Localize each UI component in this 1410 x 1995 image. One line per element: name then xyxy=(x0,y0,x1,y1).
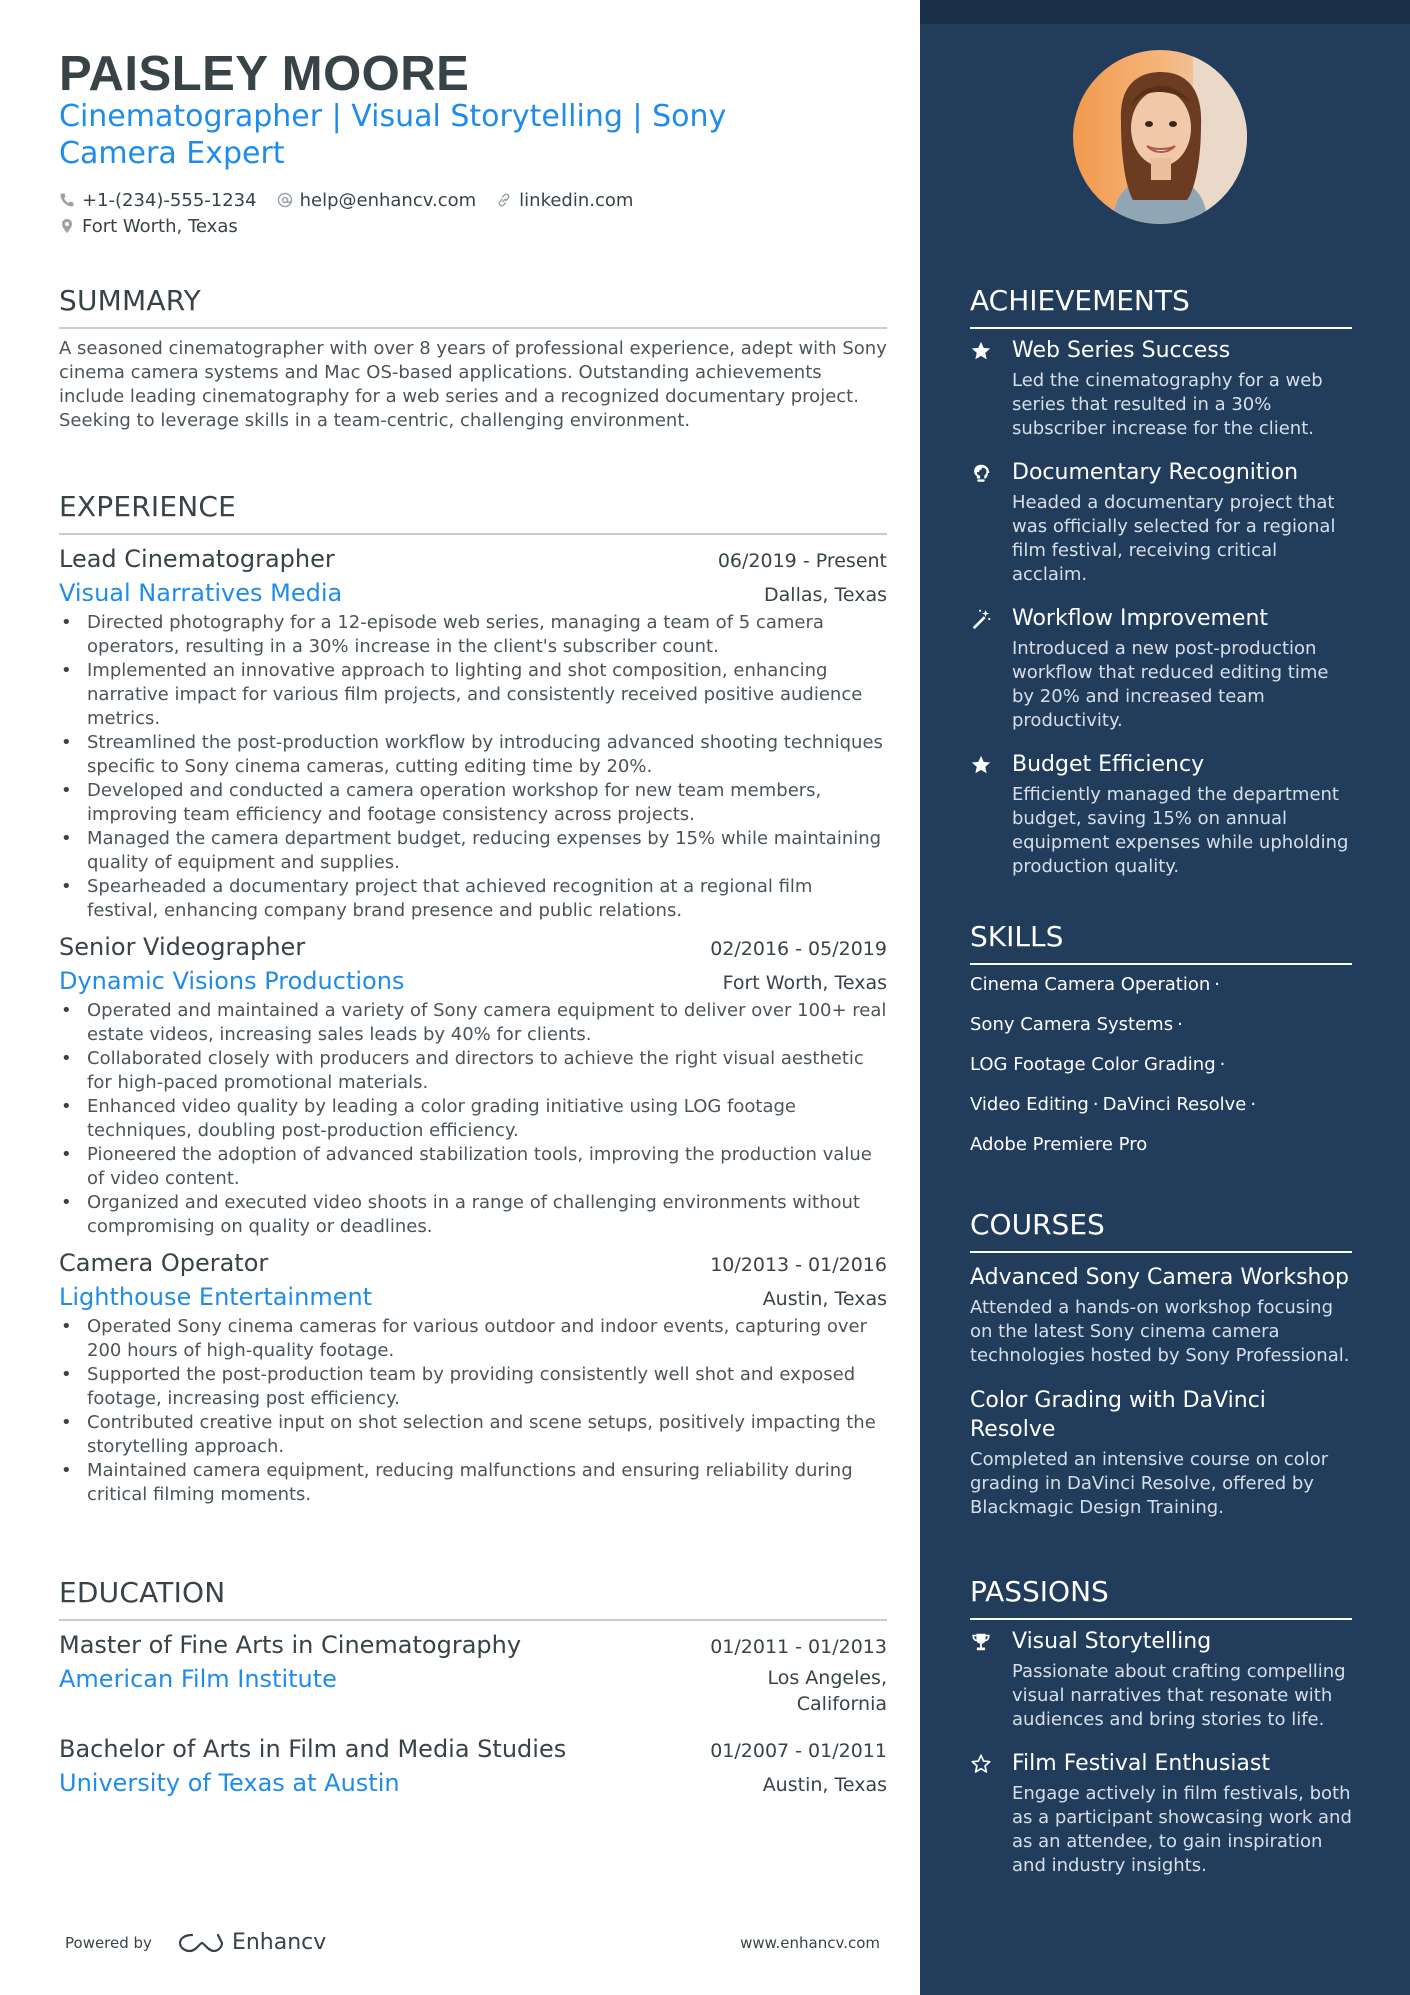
degree-title: Bachelor of Arts in Film and Media Studies xyxy=(59,1735,567,1763)
bullet-item: • Maintained camera equipment, reducing malfunctions and ensuring reliability during critical filming moments. xyxy=(59,1459,887,1507)
sidebar-top-band xyxy=(920,0,1410,24)
job-dates: 06/2019 - Present xyxy=(717,550,887,572)
location-pin-icon xyxy=(59,218,75,234)
achievement-desc: Led the cinematography for a web series that resulted in a 30% subscriber increase for the client. xyxy=(1012,370,1323,439)
course-item xyxy=(970,1386,1352,1520)
email-contact[interactable] xyxy=(277,190,477,211)
bullet-item: • Enhanced video quality by leading a color grading initiative using LOG footage techniques, doubling post-production efficiency. xyxy=(59,1095,887,1143)
passion-item xyxy=(970,1628,1352,1732)
education-location-line2: California xyxy=(796,1693,887,1715)
experience-section xyxy=(59,490,887,1507)
skills-title: SKILLS xyxy=(970,920,1352,965)
profile-photo-image xyxy=(1073,50,1247,224)
job-entry xyxy=(59,545,887,923)
passions-section xyxy=(970,1575,1352,1878)
education-title: EDUCATION xyxy=(59,1576,887,1621)
passion-desc: Engage actively in film festivals, both as a participant showcasing work and as an attendee, to gain inspiration and industry insights. xyxy=(1012,1783,1352,1876)
summary-text: A seasoned cinematographer with over 8 years of professional experience, adept with Sony cinema camera systems and Mac OS-based applications. Outstanding achievements include leading cinematography for a web series and a recognized documentary project. Seeking to leverage skills in a team-centric, challenging environment. xyxy=(59,338,887,431)
bullet-item: • Organized and executed video shoots in a range of challenging environments without compromising on quality or deadlines. xyxy=(59,1191,887,1239)
achievement-title: Documentary Recognition xyxy=(1012,460,1299,485)
education-location-line1: Los Angeles, xyxy=(767,1667,887,1689)
course-desc: Completed an intensive course on color grading in DaVinci Resolve, offered by Blackmagic Design Training. xyxy=(970,1449,1329,1518)
courses-title: COURSES xyxy=(970,1208,1352,1253)
passion-title: Film Festival Enthusiast xyxy=(1012,1751,1270,1776)
job-title: Camera Operator xyxy=(59,1249,269,1277)
powered-by-label: Powered by xyxy=(65,1933,152,1952)
job-bullets xyxy=(59,999,887,1239)
candidate-name: PAISLEY MOORE xyxy=(59,47,470,101)
headline: Cinematographer | Visual Storytelling | Sony Camera Expert xyxy=(59,99,727,171)
job-title: Lead Cinematographer xyxy=(59,545,335,573)
powered-by xyxy=(65,1930,326,1955)
skill-item: Video Editing xyxy=(970,1094,1089,1115)
bullet-item: • Streamlined the post-production workflow by introducing advanced shooting techniques specific to Sony cinema cameras, cutting editing time by 20%. xyxy=(59,731,887,779)
company-name[interactable]: Visual Narratives Media xyxy=(59,579,343,607)
summary-section xyxy=(59,284,887,433)
education-dates: 01/2007 - 01/2011 xyxy=(710,1740,887,1762)
passion-desc: Passionate about crafting compelling visual narratives that resonate with audiences and bring stories to life. xyxy=(1012,1661,1346,1730)
school-name[interactable]: University of Texas at Austin xyxy=(59,1769,400,1797)
company-name[interactable]: Lighthouse Entertainment xyxy=(59,1283,373,1311)
achievement-title: Budget Efficiency xyxy=(1012,752,1205,777)
achievements-section xyxy=(970,284,1352,879)
achievement-title: Workflow Improvement xyxy=(1012,606,1269,631)
location-text: Fort Worth, Texas xyxy=(82,215,238,237)
star-outline-icon xyxy=(970,1753,992,1775)
job-entry xyxy=(59,1249,887,1507)
skills-list: Cinema Camera Operation · Sony Camera Systems · LOG Footage Color Grading · Video Editing · DaVinci Resolve · Adobe Premiere Pro xyxy=(970,974,1257,1155)
job-dates: 02/2016 - 05/2019 xyxy=(710,938,887,960)
bullet-item: • Operated Sony cinema cameras for various outdoor and indoor events, capturing over 200 hours of high-quality footage. xyxy=(59,1315,887,1363)
passion-item xyxy=(970,1750,1352,1878)
achievement-item xyxy=(970,605,1352,733)
trophy-icon xyxy=(970,1631,992,1653)
courses-section xyxy=(970,1208,1352,1520)
skill-item: LOG Footage Color Grading xyxy=(970,1054,1216,1075)
job-title: Senior Videographer xyxy=(59,933,306,961)
contact-info xyxy=(59,187,879,239)
skill-item: DaVinci Resolve xyxy=(1102,1094,1247,1115)
bullet-item: • Managed the camera department budget, reducing expenses by 15% while maintaining quality of equipment and supplies. xyxy=(59,827,887,875)
achievement-item xyxy=(970,751,1352,879)
company-name[interactable]: Dynamic Visions Productions xyxy=(59,967,405,995)
course-desc: Attended a hands-on workshop focusing on the latest Sony cinema camera technologies hosted by Sony Professional. xyxy=(970,1297,1350,1366)
bulb-icon xyxy=(970,462,992,484)
achievements-title: ACHIEVEMENTS xyxy=(970,284,1352,329)
course-item xyxy=(970,1263,1352,1368)
skill-item: Sony Camera Systems xyxy=(970,1014,1174,1035)
education-location xyxy=(767,1665,887,1717)
job-location: Austin, Texas xyxy=(762,1288,887,1310)
bullet-item: • Directed photography for a 12-episode web series, managing a team of 5 camera operators, resulting in a 30% increase in the client's subscriber count. xyxy=(59,611,887,659)
achievement-desc: Headed a documentary project that was officially selected for a regional film festival, receiving critical acclaim. xyxy=(1012,492,1336,585)
achievement-item xyxy=(970,459,1352,587)
job-dates: 10/2013 - 01/2016 xyxy=(710,1254,887,1276)
link-icon xyxy=(496,192,512,208)
bullet-item: • Collaborated closely with producers and directors to achieve the right visual aesthetic for high-paced promotional materials. xyxy=(59,1047,887,1095)
skills-section xyxy=(970,920,1352,1157)
profile-photo xyxy=(1073,50,1247,224)
achievement-item xyxy=(970,337,1352,441)
summary-title: SUMMARY xyxy=(59,284,887,329)
bullet-item: • Implemented an innovative approach to lighting and shot composition, enhancing narrative impact for various film projects, and consistently received positive audience metrics. xyxy=(59,659,887,731)
education-dates: 01/2011 - 01/2013 xyxy=(710,1636,887,1658)
education-entry xyxy=(59,1631,887,1717)
enhancv-logo[interactable] xyxy=(178,1930,326,1955)
experience-title: EXPERIENCE xyxy=(59,490,887,535)
location-contact xyxy=(59,216,238,237)
passions-title: PASSIONS xyxy=(970,1575,1352,1620)
phone-icon xyxy=(59,192,75,208)
bullet-item: • Pioneered the adoption of advanced stabilization tools, improving the production value of video content. xyxy=(59,1143,887,1191)
phone-contact[interactable] xyxy=(59,190,257,211)
education-section xyxy=(59,1576,887,1797)
enhancv-brand-text: Enhancv xyxy=(231,1930,327,1955)
at-icon xyxy=(277,192,293,208)
bullet-item: • Supported the post-production team by providing consistently well shot and exposed footage, increasing post efficiency. xyxy=(59,1363,887,1411)
bullet-item: • Contributed creative input on shot selection and scene setups, positively impacting the storytelling approach. xyxy=(59,1411,887,1459)
email-text: help@enhancv.com xyxy=(299,189,477,211)
enhancv-logo-icon xyxy=(178,1931,224,1955)
skill-item: Cinema Camera Operation xyxy=(970,974,1211,995)
job-location: Dallas, Texas xyxy=(764,584,887,606)
linkedin-contact[interactable] xyxy=(496,190,633,211)
footer-url[interactable]: www.enhancv.com xyxy=(740,1933,880,1952)
magic-wand-icon xyxy=(970,608,992,630)
degree-title: Master of Fine Arts in Cinematography xyxy=(59,1631,522,1659)
job-bullets xyxy=(59,1315,887,1507)
job-location: Fort Worth, Texas xyxy=(722,972,887,994)
star-icon xyxy=(970,754,992,776)
passion-title: Visual Storytelling xyxy=(1012,1629,1212,1654)
bullet-item: • Developed and conducted a camera operation workshop for new team members, improving team efficiency and footage consistency across projects. xyxy=(59,779,887,827)
phone-text: +1-(234)-555-1234 xyxy=(82,189,257,211)
education-entry xyxy=(59,1735,887,1797)
job-entry xyxy=(59,933,887,1239)
linkedin-text: linkedin.com xyxy=(519,189,634,211)
achievement-title: Web Series Success xyxy=(1012,338,1231,363)
achievement-desc: Introduced a new post-production workflow that reduced editing time by 20% and increased team productivity. xyxy=(1012,638,1329,731)
school-name[interactable]: American Film Institute xyxy=(59,1665,337,1693)
education-location: Austin, Texas xyxy=(762,1774,887,1796)
skill-item: Adobe Premiere Pro xyxy=(970,1134,1148,1155)
footer xyxy=(65,1930,880,1955)
bullet-item: • Operated and maintained a variety of Sony camera equipment to deliver over 100+ real estate videos, increasing sales leads by 40% for clients. xyxy=(59,999,887,1047)
job-bullets xyxy=(59,611,887,923)
course-title: Color Grading with DaVinci Resolve xyxy=(970,1388,1266,1442)
star-icon xyxy=(970,340,992,362)
course-title: Advanced Sony Camera Workshop xyxy=(970,1265,1349,1290)
achievement-desc: Efficiently managed the department budget, saving 15% on annual equipment expenses while upholding production quality. xyxy=(1012,784,1349,877)
bullet-item: • Spearheaded a documentary project that achieved recognition at a regional film festival, enhancing company brand presence and public relations. xyxy=(59,875,887,923)
